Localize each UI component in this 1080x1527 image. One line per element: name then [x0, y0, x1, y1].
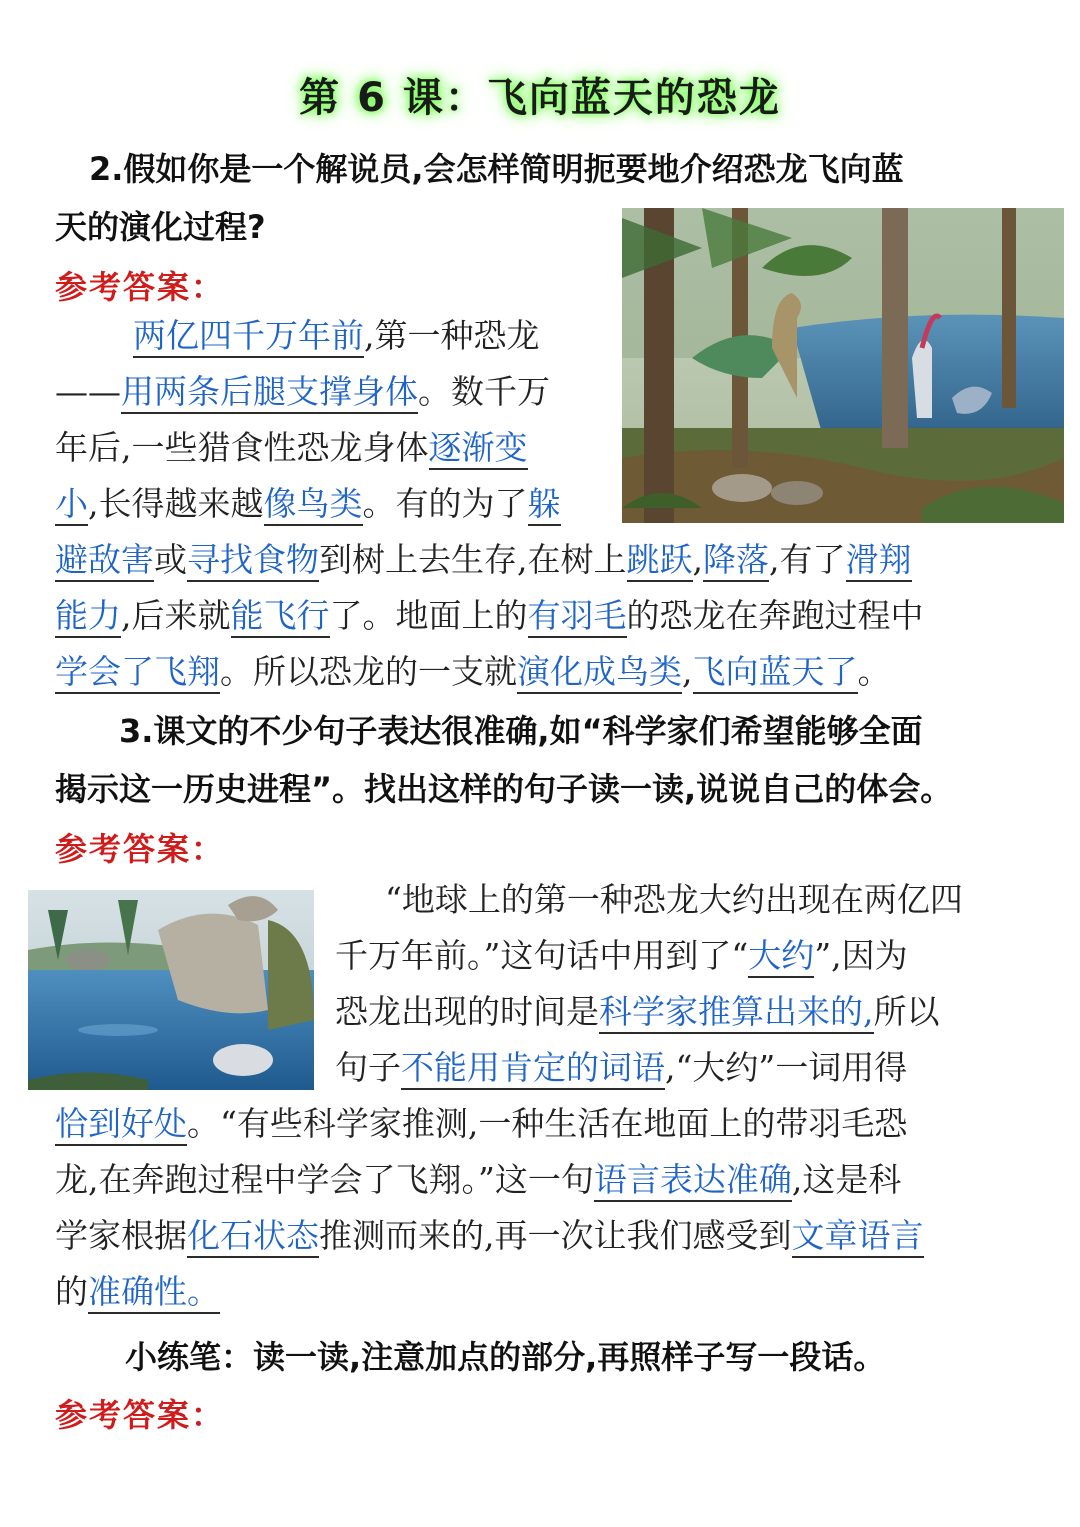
answer-3-line [55, 984, 963, 1040]
answer-label-1: 参考答案： [55, 268, 226, 306]
answer-text: , [692, 540, 703, 579]
key-phrase: 两亿四千万年前 [133, 316, 364, 358]
answer-text: 千万年前。”这句话中用到了“ [335, 936, 749, 975]
answer-label-3: 参考答案： [55, 1396, 226, 1434]
answer-text: 恐龙出现的时间是 [335, 992, 599, 1031]
answer-text: “地球上的第一种恐龙大约出现在两亿四 [385, 880, 963, 919]
key-phrase: 能飞行 [231, 596, 330, 638]
answer-3-line [55, 1208, 963, 1264]
answer-text: , [682, 652, 693, 691]
answer-text: ,第一种恐龙 [364, 316, 540, 355]
question-3-line-2: 揭示这一历史进程”。找出这样的句子读一读,说说自己的体会。 [55, 770, 953, 808]
answer-3-line [55, 872, 963, 928]
answer-text: ,“大约”一词用得 [665, 1048, 908, 1087]
practice-prompt [55, 1328, 1030, 1386]
answer-text: 的恐龙在奔跑过程中 [626, 596, 924, 635]
key-phrase: 准确性。 [88, 1272, 220, 1314]
answer-text: 所以 [873, 992, 940, 1031]
answer-text: 推测而来的,再一次让我们感受到 [319, 1216, 792, 1255]
key-phrase: 寻找食物 [187, 540, 319, 582]
answer-2-line [55, 476, 924, 532]
answer-text: ”,因为 [814, 936, 908, 975]
key-phrase: 不能用肯定的词语 [401, 1048, 665, 1090]
key-phrase: 科学家推算出来的, [599, 992, 874, 1034]
answer-text: 。 [857, 652, 891, 691]
answer-3-line [55, 1152, 963, 1208]
answer-text: 。所以恐龙的一支就 [220, 652, 517, 691]
answer-2-line [55, 308, 924, 364]
answer-text: 。数千万 [418, 372, 550, 411]
answer-text: —— [55, 372, 121, 411]
answer-text: 。“有些科学家推测,一种生活在地面上的带羽毛恐 [187, 1104, 908, 1143]
answer-3-line [55, 1040, 963, 1096]
answer-text: ,有了 [769, 540, 846, 579]
answer-text: 句子 [335, 1048, 401, 1087]
answer-2-line [55, 364, 924, 420]
answer-text: 龙,在奔跑过程中学会了飞翔。”这一句 [55, 1160, 594, 1199]
key-phrase: 躲 [528, 484, 561, 526]
key-phrase: 学会了飞翔 [55, 652, 220, 694]
key-phrase: 大约 [748, 936, 814, 978]
key-phrase: 跳跃 [627, 540, 693, 582]
lesson-title: 第 6 课：飞向蓝天的恐龙 [299, 75, 781, 121]
key-phrase: 用两条后腿支撑身体 [121, 372, 418, 414]
answer-text: ,这是科 [791, 1160, 902, 1199]
answer-2-line [55, 644, 924, 700]
key-phrase: 逐渐变 [429, 428, 528, 470]
answer-2 [55, 308, 924, 700]
key-phrase: 有羽毛 [528, 596, 627, 638]
question-2-line-1: 2.假如你是一个解说员,会怎样简明扼要地介绍恐龙飞向蓝 [89, 150, 904, 188]
answer-3-line [55, 1096, 963, 1152]
key-phrase: 滑翔 [846, 540, 912, 582]
question-2-line-2: 天的演化过程? [55, 208, 266, 246]
answer-2-line [55, 420, 924, 476]
key-phrase: 降落 [703, 540, 769, 582]
answer-3-line [55, 928, 963, 984]
key-phrase: 小 [55, 484, 88, 526]
answer-text: 或 [154, 540, 187, 579]
key-phrase: 语言表达准确 [594, 1160, 792, 1202]
answer-text: 了。地面上的 [329, 596, 528, 635]
answer-text: 的 [55, 1272, 88, 1311]
answer-text: 学家根据 [55, 1216, 187, 1255]
answer-3 [55, 872, 963, 1320]
question-3-line-1: 3.课文的不少句子表达很准确,如“科学家们希望能够全面 [119, 712, 923, 750]
answer-text: 到树上去生存,在树上 [319, 540, 627, 579]
key-phrase: 文章语言 [792, 1216, 924, 1258]
question-3 [55, 702, 1030, 818]
practice-text: 小练笔：读一读,注意加点的部分,再照样子写一段话。 [125, 1338, 886, 1376]
answer-2-line [55, 532, 924, 588]
answer-label-2: 参考答案： [55, 830, 226, 868]
key-phrase: 化石状态 [187, 1216, 319, 1258]
answer-text: 。有的为了 [362, 484, 528, 523]
key-phrase: 像鸟类 [264, 484, 363, 526]
key-phrase: 能力 [55, 596, 121, 638]
key-phrase: 演化成鸟类 [517, 652, 682, 694]
key-phrase: 恰到好处 [55, 1104, 187, 1146]
answer-text: 年后,一些猎食性恐龙身体 [55, 428, 429, 467]
key-phrase: 避敌害 [55, 540, 154, 582]
answer-2-line [55, 588, 924, 644]
key-phrase: 飞向蓝天了 [693, 652, 858, 694]
answer-text: ,后来就 [121, 596, 231, 635]
answer-3-line [55, 1264, 963, 1320]
answer-text: ,长得越来越 [88, 484, 264, 523]
